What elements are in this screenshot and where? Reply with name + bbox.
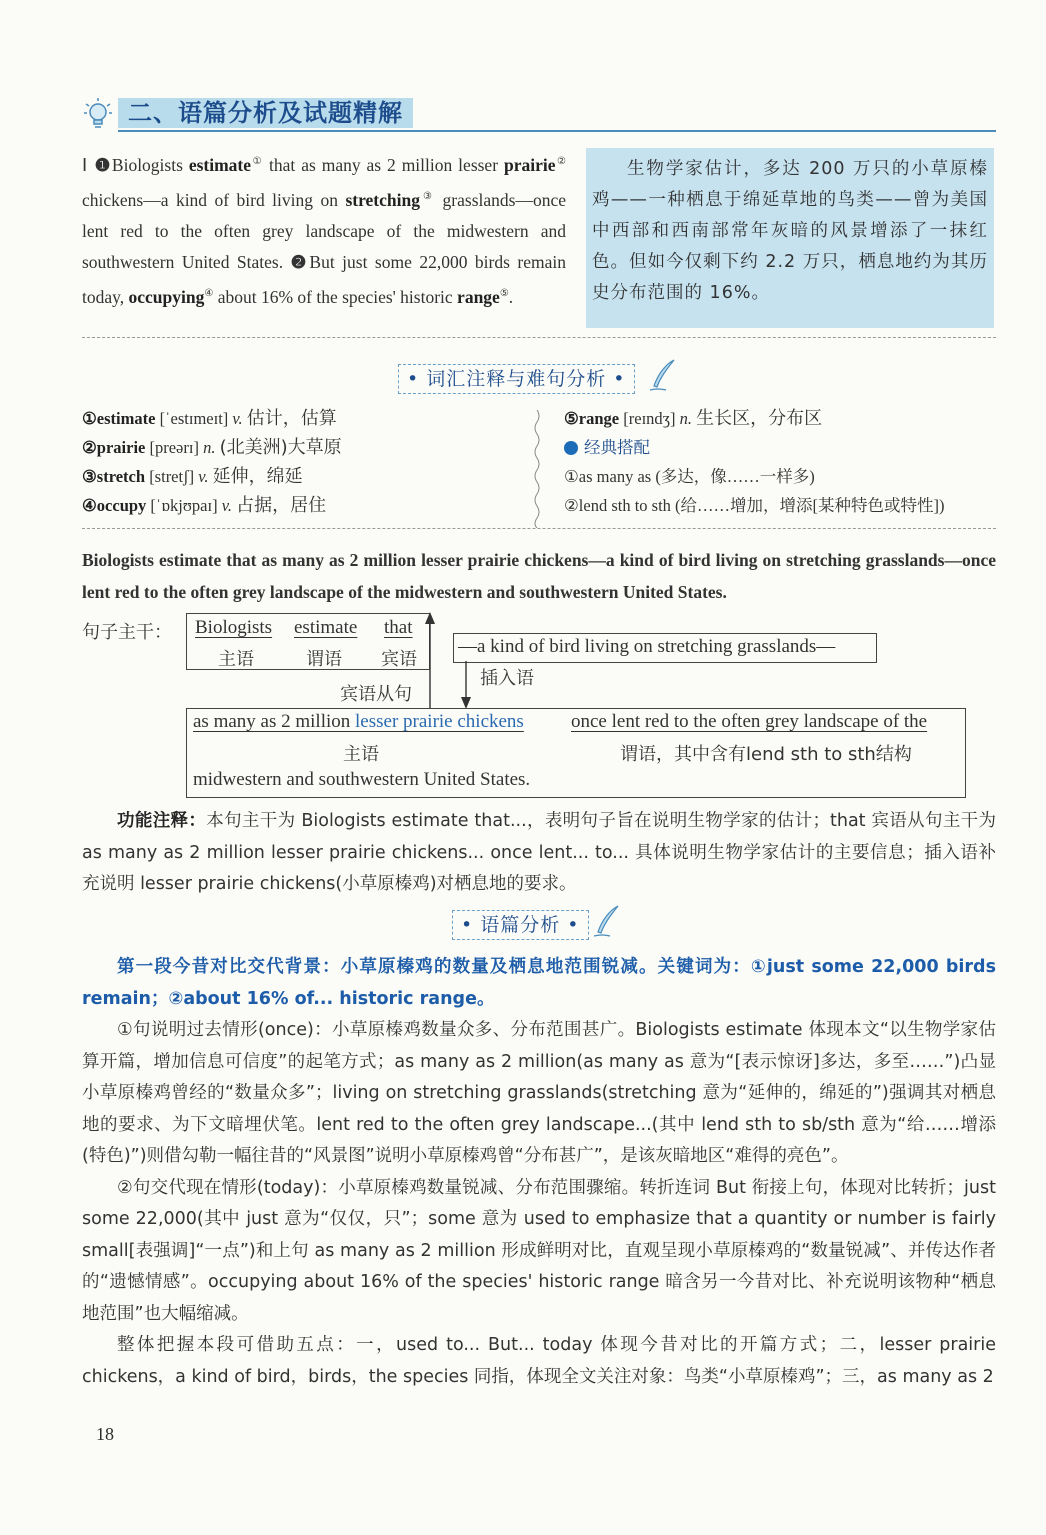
object-tag: 宾语 <box>381 649 417 670</box>
object-word: that <box>384 617 413 638</box>
clause-subject-tag: 主语 <box>343 744 379 765</box>
footnote-mark: ③ <box>419 191 436 203</box>
vocab-item <box>82 433 342 462</box>
vocab-term: ⑤range <box>564 409 620 428</box>
passage-fragment: Biologists <box>111 154 189 175</box>
subject-word: Biologists <box>195 617 273 638</box>
vocab-item <box>82 491 342 520</box>
insert-phrase: —a kind of bird living on stretching grasslands— <box>458 636 836 657</box>
clause-predicate: once lent red to the often grey landscape of the <box>571 711 928 732</box>
passage-text <box>82 146 566 314</box>
vocab-ipa: [preərɪ] <box>149 438 199 457</box>
function-note-label: 功能注释： <box>117 811 207 831</box>
passage-fragment: But just some 22,000 birds remain today, <box>82 252 566 308</box>
vocab-term: ①estimate <box>82 409 156 428</box>
passage-fragment: grasslands—once lent red to the often grey landscape of the midwestern and southwestern United States. <box>82 189 566 273</box>
passage-fragment: . <box>508 287 514 308</box>
page-number: 18 <box>96 1424 114 1444</box>
subject-tag: 主语 <box>218 649 254 670</box>
header-rule <box>118 130 996 132</box>
section-header <box>82 96 996 132</box>
verb-tag: 谓语 <box>306 649 342 670</box>
insert-tag: 插入语 <box>480 668 534 689</box>
clause-tail: midwestern and southwestern United States. <box>193 769 531 790</box>
clause-predicate-tag: 谓语，其中含有lend sth to sth结构 <box>620 744 912 765</box>
footnote-mark: ④ <box>204 288 214 300</box>
vocab-word-occupying: occupying <box>128 287 205 308</box>
vocab-word-stretching: stretching <box>345 189 420 210</box>
vocab-meaning: 占据，居住 <box>236 495 327 516</box>
analysis-paragraph: 整体把握本段可借助五点：一，used to... But... today 体现今昔对比的开篇方式；二，lesser prairie chickens，a kind of bird，birds，the species 同指，体现全文关注对象：鸟类“小草原榛鸡”；三，as many as 2 <box>82 1335 996 1387</box>
footnote-mark: ⑤ <box>499 288 509 300</box>
box-base-line <box>186 669 430 670</box>
vocab-term: ④occupy <box>82 496 147 515</box>
function-note-text: 本句主干为 Biologists estimate that...，表明句子旨在说明生物学家的估计；that 宾语从句主干为 as many as 2 million lesser prairie chickens... once lent... to... 具体说明生物学家估计的主要信息；插入语补充说明 lesser prairie chickens(小草原榛鸡)对栖息地的要求。 <box>82 811 997 894</box>
vocab-list-left <box>82 404 342 520</box>
vocab-section-title: • 词汇注释与难句分析 • <box>398 364 635 394</box>
clause-arrow <box>418 610 448 710</box>
vocab-term: ③stretch <box>82 467 146 486</box>
vocab-pos: v. <box>198 467 209 486</box>
passage-fragment: that as many as 2 million lesser <box>263 154 504 175</box>
vocab-word-prairie: prairie <box>503 154 556 175</box>
clause-tag: 宾语从句 <box>340 684 412 705</box>
vocab-pos: n. <box>203 438 216 457</box>
footnote-mark: ② <box>555 156 567 167</box>
passage-fragment: chickens—a kind of bird living on <box>82 189 346 210</box>
clause-subject-highlight: lesser prairie chickens <box>355 711 524 732</box>
vocab-list-right <box>564 404 945 520</box>
diagram-label: 句子主干： <box>82 622 172 643</box>
vocab-item <box>82 462 342 491</box>
vocab-pos: v. <box>232 409 243 428</box>
vocab-word-range: range <box>457 287 500 308</box>
vocab-term: ②prairie <box>82 438 146 457</box>
quill-icon <box>592 904 622 938</box>
analysis-paragraph: ①句说明过去情形(once)：小草原榛鸡数量众多、分布范围甚广。Biologists estimate 体现本文“以生物学家估算开篇，增加信息可信度”的起笔方式；as many as 2 million(as many as 意为“[表示惊讶]多达，多至……”)凸显小草原榛鸡曾经的“数量众多”；living on stretching grasslands(stretching 意为“延伸的，绵延的”)强调其对栖息地的要求、为下文暗埋伏笔。lent red to the often grey landscape...(其中 lend sth to sb/sth 意为“给……增添(特色)”)则借勾勒一幅往昔的“风景图”说明小草原榛鸡曾“分布甚广”，是该灰暗地区“难得的亮色”。 <box>82 1020 996 1166</box>
function-note <box>82 806 996 901</box>
section-title: 二、语篇分析及试题精解 <box>118 98 413 128</box>
passage-fragment: about 16% of the species' historic <box>213 287 458 308</box>
divider <box>82 337 996 338</box>
sentence-marker-2: ❷ <box>290 252 310 273</box>
clause-subject-text: as many as 2 million <box>193 711 356 732</box>
analysis-paragraph: ②句交代现在情形(today)：小草原榛鸡数量锐减、分布范围骤缩。转折连词 But 衔接上句，体现对比转折；just some 22,000(其中 just 意为“仅仅，只”；some 意为 used to emphasize that a quantity or number is fairly small[表强调]“一点”)和上句 as many as 2 million 形成鲜明对比，直观呈现小草原榛鸡的“数量锐减”、并传达作者的“遗憾情感”。occupying about 16% of the species' historic range 暗含另一今昔对比、补充说明该物种“栖息地范围”也大幅缩减。 <box>82 1177 996 1324</box>
verb-word: estimate <box>294 617 358 638</box>
vocab-item <box>564 404 945 433</box>
vocab-meaning: 估计，估算 <box>246 408 337 429</box>
divider <box>82 528 996 529</box>
vocab-pos: v. <box>221 496 232 515</box>
clause-subject <box>193 711 524 733</box>
vocab-word-estimate: estimate <box>188 154 252 175</box>
paragraph-number: Ⅰ <box>82 154 89 175</box>
translation-box: 生物学家估计，多达 200 万只的小草原榛鸡——一种栖息于绵延草地的鸟类——曾为美国中西部和西南部常年灰暗的风景增添了一抹红色。但如今仅剩下约 2.2 万只，栖息地约为其历史分布范围的 16%。 <box>586 148 994 328</box>
footnote-mark: ① <box>251 156 264 167</box>
vocab-meaning: 生长区，分布区 <box>696 408 823 429</box>
collocation-item: ②lend sth to sth (给……增加，增添[某种特色或特性]) <box>564 496 945 515</box>
insert-arrow <box>458 661 478 711</box>
vocab-ipa: [ˈestɪmeɪt] <box>159 409 229 428</box>
analysis-body <box>82 952 996 1393</box>
collocation-item: ①as many as (多达，像……一样多) <box>564 467 815 486</box>
sentence-marker-1: ❶ <box>94 154 112 175</box>
analysis-summary: 第一段今昔对比交代背景：小草原榛鸡的数量及栖息地范围锐减。关键词为：①just some 22,000 birds remain；②about 16% of... historic range。 <box>82 957 996 1009</box>
vocab-pos: n. <box>679 409 692 428</box>
vocab-ipa: [reɪndʒ] <box>623 409 676 428</box>
vocab-item <box>82 404 342 433</box>
vocab-ipa: [stretʃ] <box>149 467 195 486</box>
analysis-section-title: • 语篇分析 • <box>452 910 589 940</box>
classic-title: 经典搭配 <box>584 438 650 457</box>
vocab-ipa: [ˈɒkjʊpaɪ] <box>150 496 218 515</box>
classic-collocation-heading <box>564 433 945 462</box>
difficult-sentence: Biologists estimate that as many as 2 million lesser prairie chickens—a kind of bird living on stretching grasslands—once lent red to the often grey landscape of the midwestern and southwestern United States. <box>82 550 996 602</box>
column-divider <box>532 410 542 528</box>
quill-icon <box>648 358 678 392</box>
bullet-icon <box>564 441 578 455</box>
vocab-meaning: 延伸，绵延 <box>212 466 303 487</box>
lightbulb-icon <box>82 96 114 132</box>
vocab-meaning: (北美洲)大草原 <box>219 437 342 458</box>
